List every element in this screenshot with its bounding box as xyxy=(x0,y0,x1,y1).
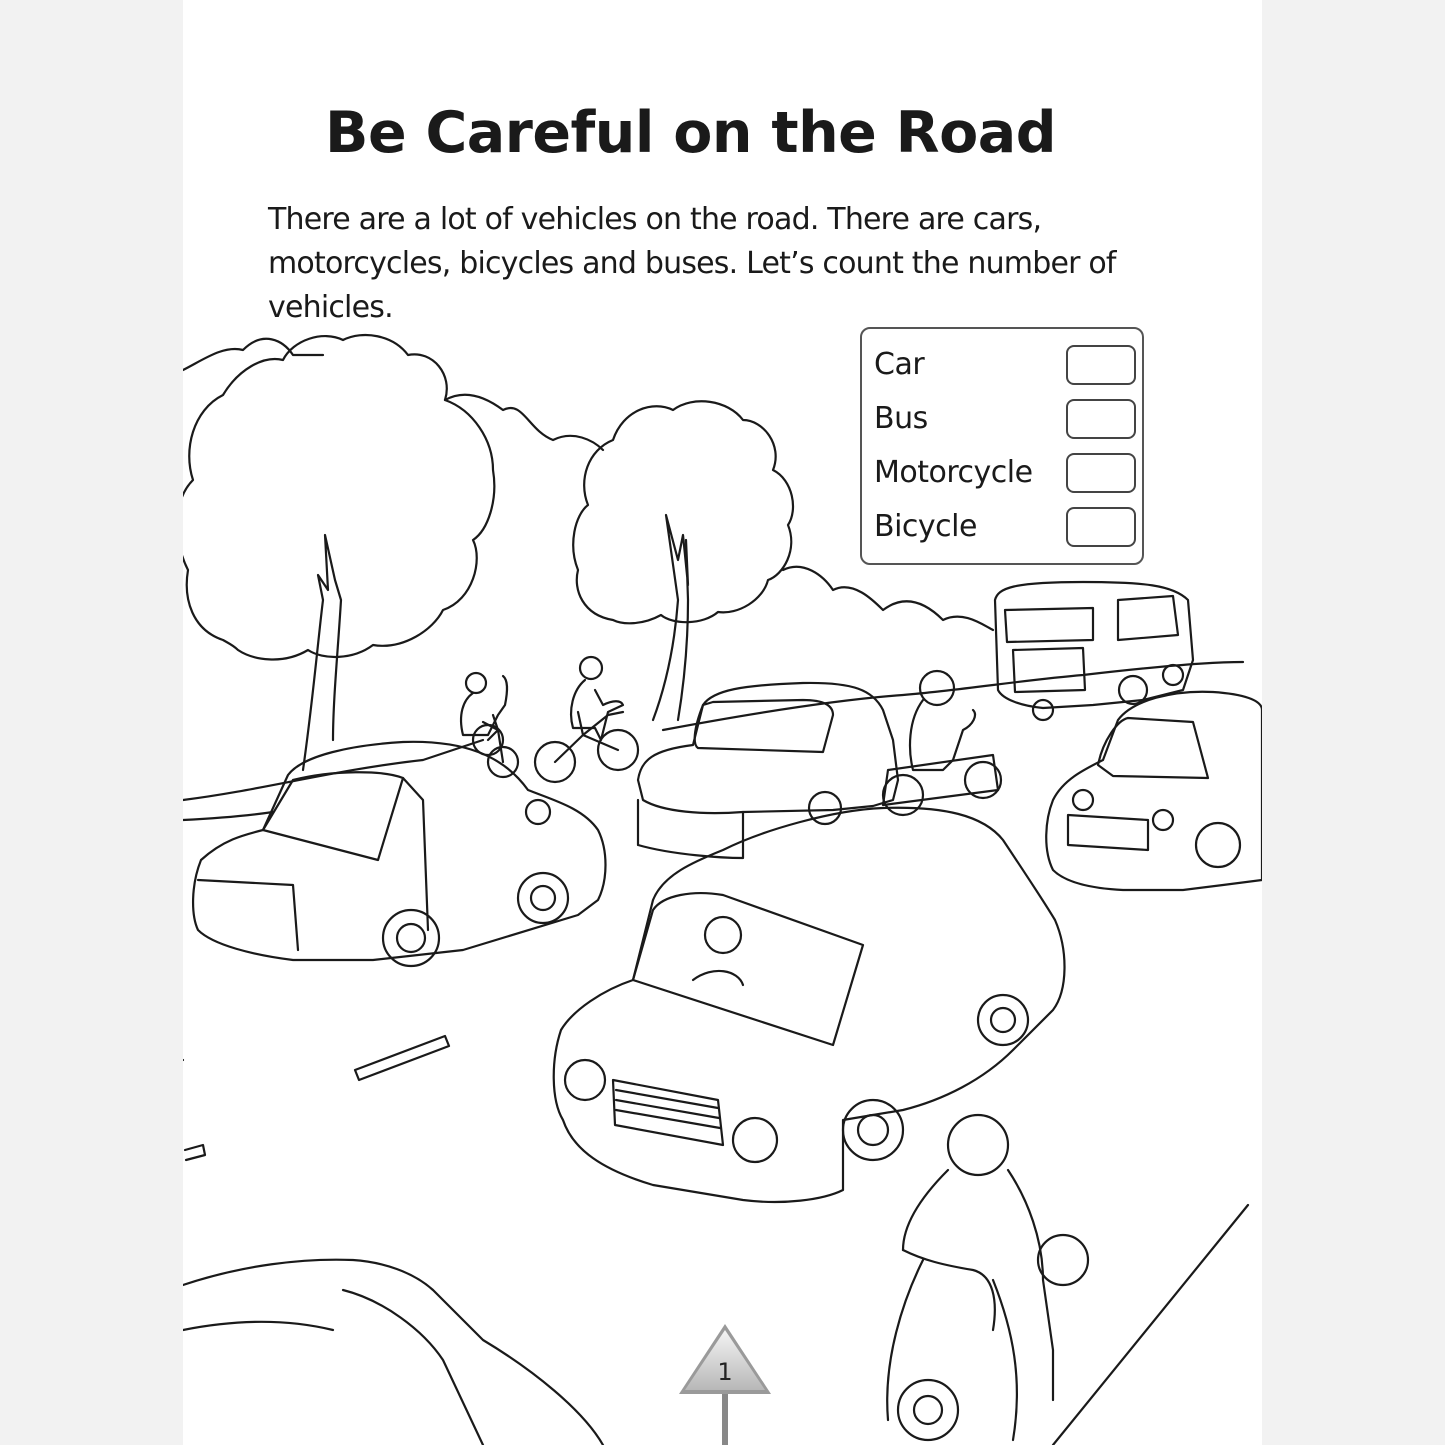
car-left xyxy=(193,742,605,966)
road-edge-right xyxy=(1053,1205,1248,1445)
intro-text xyxy=(268,198,1168,330)
car-front-center xyxy=(554,808,1065,1202)
count-row-bus xyxy=(874,397,1136,443)
car-right xyxy=(1046,692,1262,890)
count-row-bicycle xyxy=(874,505,1136,551)
page-title: Be Careful on the Road xyxy=(325,100,1057,166)
intro-line: There are a lot of vehicles on the road. There are cars, xyxy=(268,202,1042,237)
intro-line: vehicles. xyxy=(268,290,393,325)
motorcycle-front xyxy=(887,1115,1088,1440)
count-row-car xyxy=(874,343,1136,389)
page-number-sign xyxy=(677,1322,773,1445)
page-number: 1 xyxy=(717,1358,733,1386)
worksheet-page xyxy=(183,0,1262,1445)
count-label: Motorcycle xyxy=(874,455,1033,490)
tree-left xyxy=(183,335,494,770)
motorcycle-back xyxy=(883,671,1001,815)
tree-middle xyxy=(573,401,793,720)
motorcycle-count-answer-box[interactable] xyxy=(1066,453,1136,493)
count-label: Car xyxy=(874,347,925,382)
count-row-motorcycle xyxy=(874,451,1136,497)
bus xyxy=(995,582,1193,720)
vehicle-count-table xyxy=(860,327,1144,565)
count-label: Bus xyxy=(874,401,928,436)
bus-count-answer-box[interactable] xyxy=(1066,399,1136,439)
bicycle-count-answer-box[interactable] xyxy=(1066,507,1136,547)
lane-marking xyxy=(185,1145,205,1160)
cyclist-right xyxy=(535,657,638,782)
intro-line: motorcycles, bicycles and buses. Let’s count the number of xyxy=(268,246,1116,281)
car-count-answer-box[interactable] xyxy=(1066,345,1136,385)
cyclist-left xyxy=(461,673,518,777)
count-label: Bicycle xyxy=(874,509,977,544)
car-bottom-left xyxy=(183,1260,603,1445)
lane-marking xyxy=(355,1036,449,1080)
